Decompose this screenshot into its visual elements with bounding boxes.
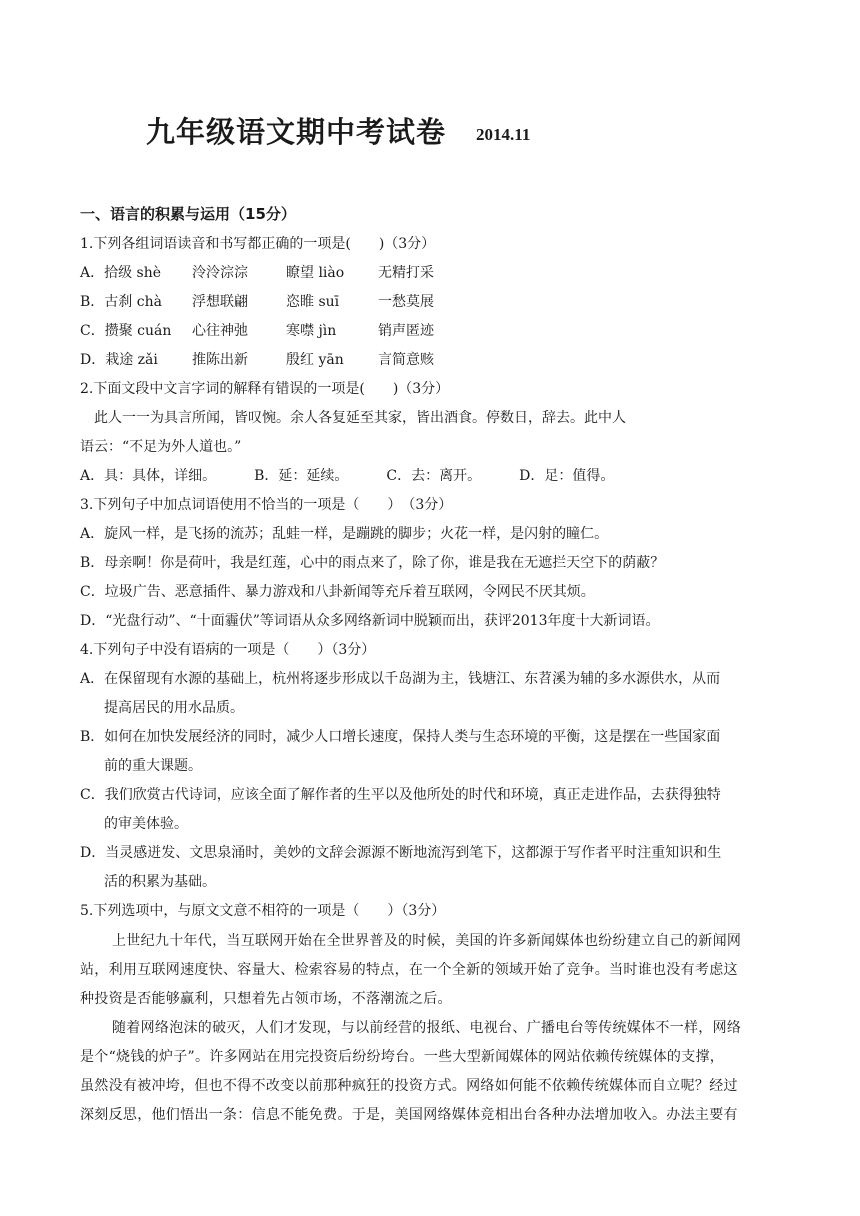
question-4-option-d-cont: 活的积累为基础。 xyxy=(104,874,216,890)
question-4-option-d: D．当灵感迸发、文思泉涌时，美妙的文辞会源源不断地流泻到笔下，这都源于写作者平时注重知识和生 xyxy=(80,845,722,861)
exam-date: 2014.11 xyxy=(476,125,531,144)
passage-line: 深刻反思，他们悟出一条：信息不能免费。于是，美国网络媒体竞相出台各种办法增加收入。办法主要有 xyxy=(80,1107,738,1123)
option-cell: C．攒聚 cuán xyxy=(80,323,172,339)
option-cell: 销声匿迹 xyxy=(378,323,434,339)
question-3-option-a: A．旋风一样，是飞扬的流苏；乱蛙一样，是蹦跳的脚步；火花一样，是闪射的瞳仁。 xyxy=(80,526,609,542)
question-4-option-c: C．我们欣赏古代诗词，应该全面了解作者的生平以及他所处的时代和环境，真正走进作品，去获得独特 xyxy=(80,787,721,803)
question-3-option-b: B．母亲啊！你是荷叶，我是红莲，心中的雨点来了，除了你，谁是我在无遮拦天空下的荫蔽？ xyxy=(80,555,665,571)
question-1-option-d xyxy=(80,349,434,371)
passage-line: 是个“烧钱的炉子”。许多网站在用完投资后纷纷垮台。一些大型新闻媒体的网站依赖传统媒体的支撑， xyxy=(80,1049,725,1065)
question-2-stem: 2.下面文段中文言字词的解释有错误的一项是( )（3分） xyxy=(80,381,450,397)
option-cell: 泠泠淙淙 xyxy=(192,265,248,281)
option-cell: 心往神弛 xyxy=(192,323,248,339)
question-5-stem: 5.下列选项中，与原文文意不相符的一项是（ ）（3分） xyxy=(80,903,446,919)
question-4-option-c-cont: 的审美体验。 xyxy=(104,816,188,832)
question-4-stem: 4.下列句子中没有语病的一项是（ ）（3分） xyxy=(80,642,376,658)
option-c: C．去：离开。 xyxy=(386,468,482,484)
question-4-option-a: A．在保留现有水源的基础上，杭州将逐步形成以千岛湖为主，钱塘江、东苕溪为辅的多水源供水，从而 xyxy=(80,671,721,687)
option-d: D．足：值得。 xyxy=(519,468,615,484)
option-cell: 寒噤 jìn xyxy=(286,323,337,339)
passage-line: 随着网络泡沫的破灭，人们才发现，与以前经营的报纸、电视台、广播电台等传统媒体不一样，网络 xyxy=(112,1020,742,1036)
question-2-passage-line: 此人一一为具言所闻，皆叹惋。余人各复延至其家，皆出酒食。停数日，辞去。此中人 xyxy=(94,410,626,426)
question-4-option-a-cont: 提高居民的用水品质。 xyxy=(104,700,244,716)
passage-line: 虽然没有被冲垮，但也不得不改变以前那种疯狂的投资方式。网络如何能不依赖传统媒体而自立呢？经过 xyxy=(80,1078,738,1094)
exam-header xyxy=(146,110,530,151)
passage-line: 上世纪九十年代，当互联网开始在全世界普及的时候，美国的许多新闻媒体也纷纷建立自己的新闻网 xyxy=(112,933,742,949)
question-1-option-b xyxy=(80,291,434,313)
option-cell: B．古刹 chà xyxy=(80,294,162,310)
option-cell: 恣睢 suī xyxy=(286,294,340,310)
option-cell: D．栽途 zǎi xyxy=(80,352,158,368)
option-a: A．具：具体，详细。 xyxy=(80,468,217,484)
option-cell: 瞭望 liào xyxy=(286,265,345,281)
option-cell: 殷红 yān xyxy=(286,352,344,368)
option-b: B．延：延续。 xyxy=(254,468,349,484)
option-cell: 推陈出新 xyxy=(192,352,248,368)
section-heading: 一、语言的积累与运用（15分） xyxy=(80,205,296,223)
question-2-options xyxy=(80,465,652,487)
question-4-option-b: B．如何在加快发展经济的同时，减少人口增长速度，保持人类与生态环境的平衡，这是摆在一些国家面 xyxy=(80,729,721,745)
exam-title: 九年级语文期中考试卷 xyxy=(146,115,447,149)
question-4-option-b-cont: 前的重大课题。 xyxy=(104,758,202,774)
option-cell: 言简意赅 xyxy=(378,352,434,368)
question-1-option-a xyxy=(80,262,434,284)
question-2-passage-line: 语云：“不足为外人道也。” xyxy=(80,439,242,455)
option-cell: 无精打采 xyxy=(378,265,434,281)
question-3-option-d: D．“光盘行动”、“十面霾伏”等词语从众多网络新词中脱颖而出，获评2013年度十大新词语。 xyxy=(80,613,660,629)
passage-line: 站，利用互联网速度快、容量大、检索容易的特点，在一个全新的领域开始了竞争。当时谁也没有考虑这 xyxy=(80,962,738,978)
question-3-option-c: C．垃圾广告、恶意插件、暴力游戏和八卦新闻等充斥着互联网，令网民不厌其烦。 xyxy=(80,584,595,600)
passage-line: 种投资是否能够赢利，只想着先占领市场，不落潮流之后。 xyxy=(80,991,452,1007)
question-3-stem: 3.下列句子中加点词语使用不恰当的一项是（ ） （3分） xyxy=(80,497,453,513)
question-1-stem: 1.下列各组词语读音和书写都正确的一项是( )（3分） xyxy=(80,236,436,252)
option-cell: 浮想联翩 xyxy=(192,294,248,310)
question-1-option-c xyxy=(80,320,434,342)
option-cell: 一愁莫展 xyxy=(378,294,434,310)
option-cell: A．拾级 shè xyxy=(80,265,162,281)
